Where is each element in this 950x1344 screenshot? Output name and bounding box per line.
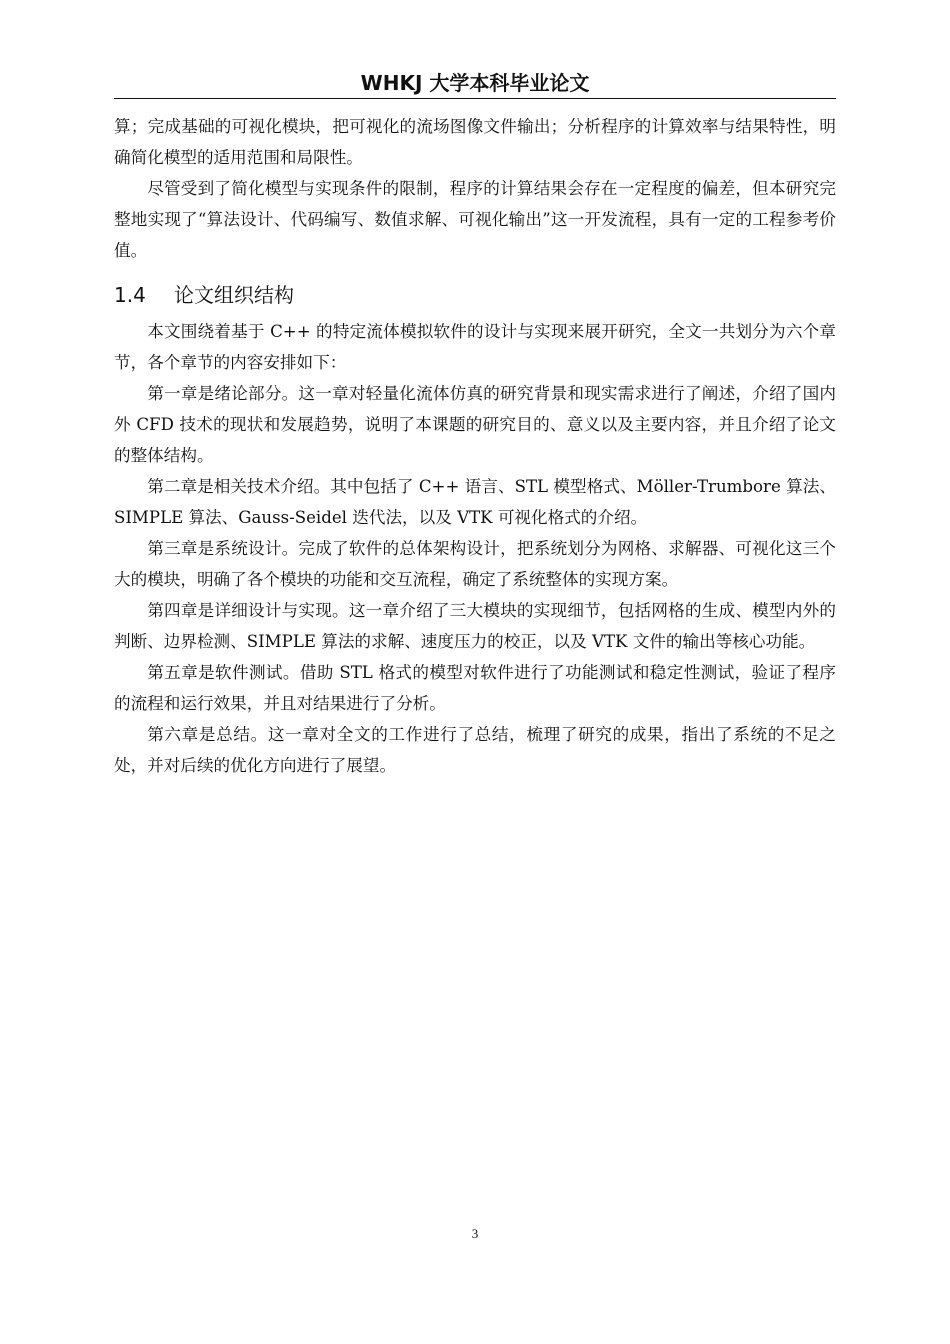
paragraph-chapter-1: 第一章是绪论部分。这一章对轻量化流体仿真的研究背景和现实需求进行了阐述，介绍了国内外 CFD 技术的现状和发展趋势，说明了本课题的研究目的、意义以及主要内容，并且介绍了论文的整体结构。 [114, 384, 836, 465]
section-title: 论文组织结构 [174, 283, 294, 307]
page-number: 3 [471, 1226, 479, 1241]
paragraph-chapter-5: 第五章是软件测试。借助 STL 格式的模型对软件进行了功能测试和稳定性测试，验证了程序的流程和运行效果，并且对结果进行了分析。 [114, 663, 836, 713]
paragraph-continuation: 算；完成基础的可视化模块，把可视化的流场图像文件输出；分析程序的计算效率与结果特性，明确简化模型的适用范围和局限性。 [114, 117, 836, 167]
header-title: WHKJ 大学本科毕业论文 [360, 71, 590, 95]
section-number: 1.4 [114, 283, 146, 307]
paragraph-intro: 本文围绕着基于 C++ 的特定流体模拟软件的设计与实现来展开研究，全文一共划分为六个章节，各个章节的内容安排如下： [114, 322, 836, 372]
section-heading [114, 280, 836, 310]
page-header [114, 68, 836, 98]
document-body [114, 111, 836, 781]
paragraph-chapter-6: 第六章是总结。这一章对全文的工作进行了总结，梳理了研究的成果，指出了系统的不足之处，并对后续的优化方向进行了展望。 [114, 725, 836, 775]
paragraph-chapter-2: 第二章是相关技术介绍。其中包括了 C++ 语言、STL 模型格式、Möller-Trumbore 算法、SIMPLE 算法、Gauss-Seidel 迭代法，以及 VTK 可视化格式的介绍。 [114, 477, 836, 527]
header-divider [114, 98, 836, 99]
paragraph-limitations: 尽管受到了简化模型与实现条件的限制，程序的计算结果会存在一定程度的偏差，但本研究完整地实现了“算法设计、代码编写、数值求解、可视化输出”这一开发流程，具有一定的工程参考价值。 [114, 179, 836, 260]
paragraph-chapter-3: 第三章是系统设计。完成了软件的总体架构设计，把系统划分为网格、求解器、可视化这三个大的模块，明确了各个模块的功能和交互流程，确定了系统整体的实现方案。 [114, 539, 836, 589]
paragraph-chapter-4: 第四章是详细设计与实现。这一章介绍了三大模块的实现细节，包括网格的生成、模型内外的判断、边界检测、SIMPLE 算法的求解、速度压力的校正，以及 VTK 文件的输出等核心功能。 [114, 601, 836, 651]
